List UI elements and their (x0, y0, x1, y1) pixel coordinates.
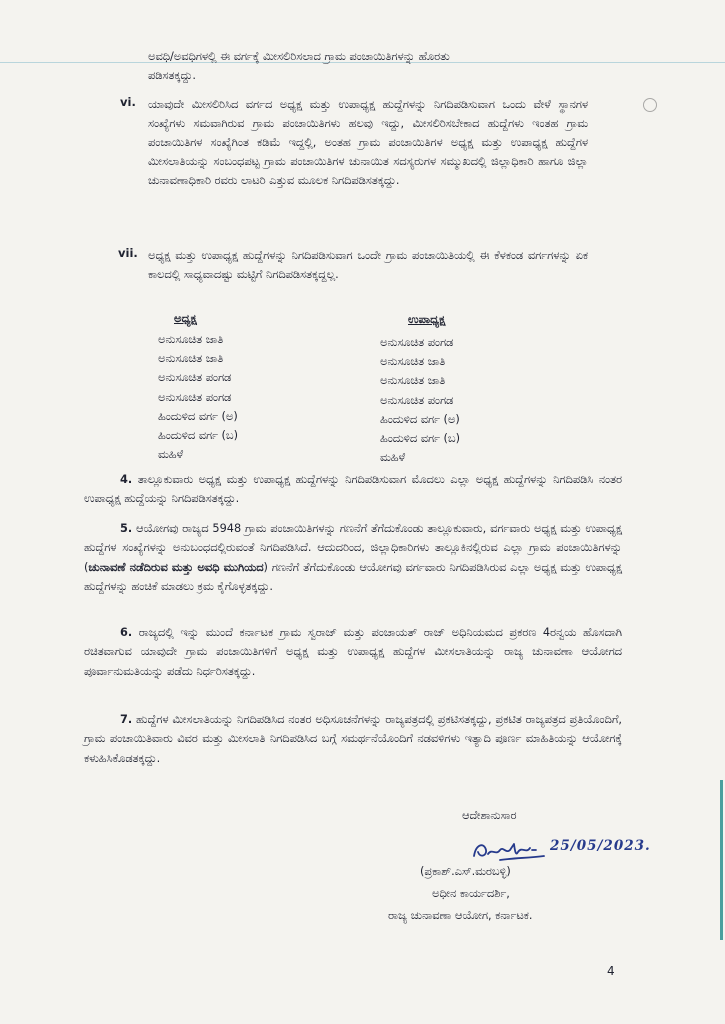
table-cell: ಅನುಸೂಚಿತ ಪಂಗಡ (158, 390, 232, 404)
table-cell: ಅನುಸೂಚಿತ ಪಂಗಡ (380, 393, 454, 407)
table-column-vice-president (380, 333, 460, 467)
continuation-line-2: ಪಡಿಸತಕ್ಕದ್ದು. (148, 69, 197, 82)
item-vi-label: vi. (120, 95, 136, 109)
signature-date: 25/05/2023. (550, 838, 651, 854)
table-column-president (158, 330, 238, 464)
table-cell: ಅನುಸೂಚಿತ ಜಾತಿ (158, 333, 224, 346)
paragraph-7-number: 7. (120, 713, 133, 726)
item-vi-text: ಯಾವುದೇ ಮೀಸಲಿರಿಸಿದ ವರ್ಗದ ಅಧ್ಯಕ್ಷ ಮತ್ತು ಉಪಾಧ್ಯಕ್ಷ ಹುದ್ದೆಗಳನ್ನು ನಿಗದಿಪಡಿಸುವಾಗ ಒಂದು ವೇಳೆ ಸ್ಥಾನಗಳ ಸಂಖ್ಯೆಗಳು ಸಮವಾಗಿರುವ ಗ್ರಾಮ ಪಂಚಾಯಿತಿಗಳು ಹಲವು ಇದ್ದು, ಮೀಸಲಿರಿಸಬೇಕಾದ ಹುದ್ದೆಗಳು ಇಂತಹ ಗ್ರಾಮ ಪಂಚಾಯಿತಿಗಳ ಸಂಖ್ಯೆಗಿಂತ ಕಡಿಮೆ ಇದ್ದಲ್ಲಿ, ಅಂತಹ ಗ್ರಾಮ ಪಂಚಾಯಿತಿಗಳ ಅಧ್ಯಕ್ಷ ಮತ್ತು ಉಪಾಧ್ಯಕ್ಷ ಹುದ್ದೆಗಳ ಮೀಸಲಾತಿಯನ್ನು ಸಂಬಂಧಪಟ್ಟ ಗ್ರಾಮ ಪಂಚಾಯಿತಿಗಳ ಚುನಾಯಿತ ಸದಸ್ಯರುಗಳ ಸಮ್ಮುಖದಲ್ಲಿ ಜಿಲ್ಲಾಧಿಕಾರಿ ಹಾಗೂ ಜಿಲ್ಲಾ ಚುನಾವಣಾಧಿಕಾರಿ ರವರು ಲಾಟರಿ ಎತ್ತುವ ಮೂಲಕ ನಿಗದಿಪಡಿಸತಕ್ಕದ್ದು. (148, 98, 588, 187)
table-cell: ಅನುಸೂಚಿತ ಜಾತಿ (380, 374, 446, 388)
page-number: 4 (607, 964, 615, 978)
paragraph-5-text-a: ಆಯೋಗವು ರಾಜ್ಯದ 5948 ಗ್ರಾಮ ಪಂಚಾಯಿತಿಗಳನ್ನು ಗಣನೆಗೆ ತೆಗೆದುಕೊಂಡು ತಾಲ್ಲೂಕುವಾರು, ವರ್ಗವಾರು ಅಧ್ಯಕ್ಷ ಮತ್ತು ಉಪಾಧ್ಯಕ್ಷ ಹುದ್ದೆಗಳ ಸಂಖ್ಯೆಗಳನ್ನು ಅನುಬಂಧದಲ್ಲಿರುವಂತೆ ನಿಗದಿಪಡಿಸಿದೆ. ಆದುದರಿಂದ, ಜಿಲ್ಲಾಧಿಕಾರಿಗಳು ತಾಲ್ಲೂಕಿನಲ್ಲಿರುವ ಎಲ್ಲಾ ಗ್ರಾಮ ಪಂಚಾಯಿತಿಗಳನ್ನು ( (84, 522, 623, 574)
paragraph-6-text: ರಾಜ್ಯದಲ್ಲಿ ಇನ್ನು ಮುಂದೆ ಕರ್ನಾಟಕ ಗ್ರಾಮ ಸ್ವರಾಜ್ ಮತ್ತು ಪಂಚಾಯತ್ ರಾಜ್ ಅಧಿನಿಯಮದ ಪ್ರಕರಣ 4ರನ್ವಯ ಹೊಸದಾಗಿ ರಚಿತವಾಗುವ ಯಾವುದೇ ಗ್ರಾಮ ಪಂಚಾಯಿತಿಗಳಿಗೆ ಅಧ್ಯಕ್ಷ ಮತ್ತು ಉಪಾಧ್ಯಕ್ಷ ಹುದ್ದೆಗಳ ಮೀಸಲಾತಿಯನ್ನು ರಾಜ್ಯ ಚುನಾವಣಾ ಆಯೋಗದ ಪೂರ್ವಾನುಮತಿಯನ್ನು ಪಡೆದು ನಿರ್ಧರಿಸತಕ್ಕದ್ದು. (84, 626, 622, 678)
paragraph-4-number: 4. (120, 473, 133, 486)
paragraph-5-text-b: ) ಗಣನೆಗೆ ತೆಗೆದುಕೊಂಡು ಆಯೋಗವು ವರ್ಗವಾರು ನಿಗದಿಪಡಿಸಿರುವ ಎಲ್ಲಾ ಅಧ್ಯಕ್ಷ ಮತ್ತು ಉಪಾಧ್ಯಕ್ಷ ಹುದ್ದೆಗಳನ್ನು ಹಂಚಿಕೆ ಮಾಡಲು ಕ್ರಮ ಕೈಗೊಳ್ಳತಕ್ಕದ್ದು. (84, 560, 623, 593)
paragraph-7-text: ಹುದ್ದೆಗಳ ಮೀಸಲಾತಿಯನ್ನು ನಿಗದಿಪಡಿಸಿದ ನಂತರ ಅಧಿಸೂಚನೆಗಳನ್ನು ರಾಜ್ಯಪತ್ರದಲ್ಲಿ ಪ್ರಕಟಿಸತಕ್ಕದ್ದು, ಪ್ರಕಟಿತ ರಾಜ್ಯಪತ್ರದ ಪ್ರತಿಯೊಂದಿಗೆ, ಗ್ರಾಮ ಪಂಚಾಯಿತಿವಾರು ವಿವರ ಮತ್ತು ಮೀಸಲಾತಿ ನಿಗದಿಪಡಿಸಿದ ಬಗ್ಗೆ ಸಮರ್ಥನೆಯೊಂದಿಗೆ ನಡವಳಿಗಳು ಇತ್ಯಾದಿ ಪೂರ್ಣ ಮಾಹಿತಿಯನ್ನು ಆಯೋಗಕ್ಕೆ ಕಳುಹಿಸಿಕೊಡತಕ್ಕದ್ದು. (84, 713, 622, 765)
paragraph-5 (84, 519, 622, 596)
table-cell: ಮಹಿಳೆ (158, 448, 184, 462)
signatory-name: (ಪ್ರಕಾಶ್.ಎಸ್.ಮರಬಳ್ಳಿ) (420, 865, 511, 878)
table-cell: ಹಿಂದುಳಿದ ವರ್ಗ (ಅ) (158, 409, 238, 423)
by-order-text: ಆದೇಶಾನುಸಾರ (462, 809, 517, 822)
table-header-vice-president: ಉಪಾಧ್ಯಕ್ಷ (408, 312, 446, 326)
handwritten-signature (470, 838, 550, 864)
paragraph-4-text: ತಾಲ್ಲೂಕುವಾರು ಅಧ್ಯಕ್ಷ ಮತ್ತು ಉಪಾಧ್ಯಕ್ಷ ಹುದ್ದೆಗಳನ್ನು ನಿಗದಿಪಡಿಸುವಾಗ ಮೊದಲು ಎಲ್ಲಾ ಅಧ್ಯಕ್ಷ ಹುದ್ದೆಗಳನ್ನು ನಿಗದಿಪಡಿಸಿ ನಂತರ ಉಪಾಧ್ಯಕ್ಷ ಹುದ್ದೆಯನ್ನು ನಿಗದಿಪಡಿಸತಕ್ಕದ್ದು. (84, 473, 623, 506)
continuation-line-1: ಅವಧಿ/ಅವಧಿಗಳಲ್ಲಿ ಈ ವರ್ಗಕ್ಕೆ ಮೀಸಲಿರಿಸಲಾದ ಗ್ರಾಮ ಪಂಚಾಯಿತಿಗಳನ್ನು ಹೊರತು (148, 50, 450, 63)
signatory-office: ರಾಜ್ಯ ಚುನಾವಣಾ ಆಯೋಗ, ಕರ್ನಾಟಕ. (388, 909, 533, 922)
table-cell: ಅನುಸೂಚಿತ ಜಾತಿ (158, 352, 224, 366)
paragraph-6-number: 6. (120, 626, 133, 639)
continuation-text (148, 47, 588, 85)
item-vii-text: ಅಧ್ಯಕ್ಷ ಮತ್ತು ಉಪಾಧ್ಯಕ್ಷ ಹುದ್ದೆಗಳನ್ನು ನಿಗದಿಪಡಿಸುವಾಗ ಒಂದೇ ಗ್ರಾಮ ಪಂಚಾಯಿತಿಯಲ್ಲಿ ಈ ಕೆಳಕಂಡ ವರ್ಗಗಳನ್ನು ಏಕ ಕಾಲದಲ್ಲಿ ಸಾಧ್ಯವಾದಷ್ಟು ಮಟ್ಟಿಗೆ ನಿಗದಿಪಡಿಸತಕ್ಕದ್ದಲ್ಲ. (148, 249, 588, 281)
paragraph-4 (84, 470, 622, 509)
table-cell: ಹಿಂದುಳಿದ ವರ್ಗ (ಬ) (380, 432, 460, 446)
table-cell: ಹಿಂದುಳಿದ ವರ್ಗ (ಬ) (158, 429, 238, 443)
table-cell: ಅನುಸೂಚಿತ ಜಾತಿ (380, 355, 446, 369)
table-cell: ಮಹಿಳೆ (380, 451, 406, 465)
paragraph-5-number: 5. (120, 522, 133, 535)
item-vii-label: vii. (118, 246, 138, 260)
table-cell: ಅನುಸೂಚಿತ ಪಂಗಡ (380, 336, 454, 349)
table-cell: ಹಿಂದುಳಿದ ವರ್ಗ (ಅ) (380, 412, 460, 426)
paragraph-6 (84, 623, 622, 681)
table-header-president: ಅಧ್ಯಕ್ಷ (174, 311, 197, 325)
table-cell: ಅನುಸೂಚಿತ ಪಂಗಡ (158, 371, 232, 385)
punch-hole-mark (643, 98, 657, 112)
paragraph-7 (84, 710, 622, 768)
paragraph-5-bold: ಚುನಾವಣೆ ನಡೆದಿರುವ ಮತ್ತು ಅವಧಿ ಮುಗಿಯದ (88, 560, 264, 574)
edge-marker (720, 780, 723, 940)
signatory-designation: ಅಧೀನ ಕಾರ್ಯದರ್ಶಿ, (432, 887, 510, 900)
